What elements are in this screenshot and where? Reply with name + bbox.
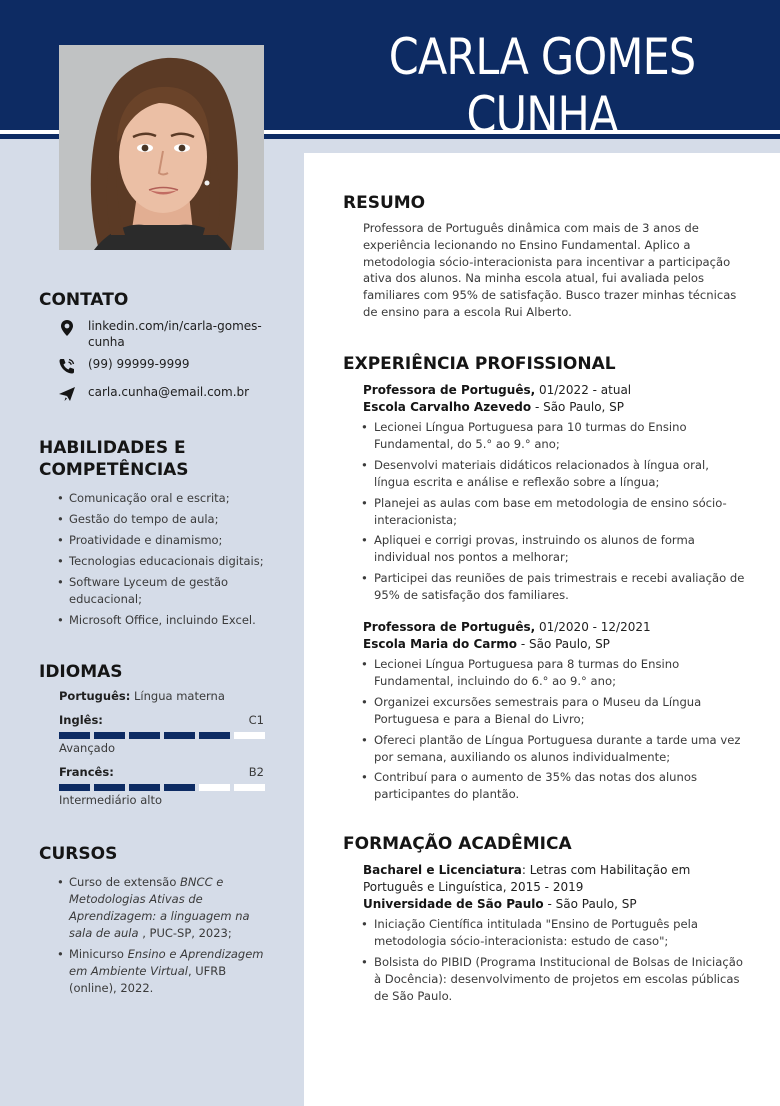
summary-heading: RESUMO <box>343 193 426 213</box>
summary-text: Professora de Português dinâmica com mais de 3 anos de experiência lecionando no Ensino Fundamental. Aplico a metodologia sócio-interacionista para incentivar a participação ativa dos alunos. Na minha escola atual, fui avaliada pelos familiares com 95% de satisfação. Busco trazer minhas técnicas de ensino para a escola Rui Alberto. <box>363 221 737 319</box>
list-item: • Planejei as aulas com base em metodologia de ensino sócio-interacionista; <box>361 495 746 529</box>
list-item: • Microsoft Office, incluindo Excel. <box>57 612 272 629</box>
list-item: • Organizei excursões semestrais para o Museu da Língua Portuguesa e para a Bienal do Livro; <box>361 694 746 728</box>
job-school-line <box>363 399 624 416</box>
list-item: • Tecnologias educacionais digitais; <box>57 553 272 570</box>
course-title: BNCC e Metodologias Ativas de Aprendizagem: a linguagem na sala de aula <box>69 875 250 940</box>
french-level-bar <box>59 784 265 791</box>
list-item: • Comunicação oral e escrita; <box>57 490 272 507</box>
job-location: - São Paulo, SP <box>517 637 610 651</box>
job-school: Escola Carvalho Azevedo <box>363 400 532 414</box>
candidate-name: CARLA GOMES CUNHA <box>388 28 696 144</box>
list-item: • Bolsista do PIBID (Programa Institucional de Bolsas de Iniciação à Docência): desenvolvimento de projetos em escolas públicas de São Paulo. <box>361 954 746 1005</box>
level-segment-filled <box>164 784 195 791</box>
contact-linkedin <box>58 318 268 350</box>
education-heading: FORMAÇÃO ACADÊMICA <box>343 834 572 854</box>
course-title: Ensino e Aprendizagem em Ambiente Virtual <box>69 947 264 978</box>
job-location: - São Paulo, SP <box>531 400 625 414</box>
list-item <box>57 946 267 997</box>
level-segment-filled <box>59 784 90 791</box>
language-description: Avançado <box>59 741 116 755</box>
job-school-line <box>363 636 610 653</box>
list-item: • Desenvolvi materiais didáticos relacionados à língua oral, língua escrita e análise e reflexão sobre a língua; <box>361 457 746 491</box>
job-bullets <box>361 656 746 807</box>
contact-heading: CONTATO <box>39 290 129 310</box>
level-segment-empty <box>234 784 265 791</box>
education-degree: Bacharel e Licenciatura <box>363 863 522 877</box>
list-item: • Apliquei e corrigi provas, instruindo os alunos de forma individual nos pontos a melhorar; <box>361 532 746 566</box>
level-segment-filled <box>59 732 90 739</box>
list-item: • Participei das reuniões de pais trimestrais e recebi avaliação de 95% de satisfação dos familiares. <box>361 570 746 604</box>
list-item: • Iniciação Científica intitulada "Ensino de Português pela metodologia sócio-interacionista: estudo de caso"; <box>361 916 746 950</box>
english-level-bar <box>59 732 265 739</box>
profile-photo <box>59 45 264 250</box>
skills-heading: HABILIDADES E COMPETÊNCIAS <box>39 438 189 480</box>
education-bullets <box>361 916 746 1009</box>
courses-heading: CURSOS <box>39 844 118 864</box>
email-link[interactable]: carla.cunha@email.com.br <box>88 385 250 399</box>
native-language-value: Língua materna <box>134 689 225 703</box>
course-prefix: Curso de extensão <box>69 875 181 889</box>
level-segment-filled <box>94 732 125 739</box>
level-segment-filled <box>129 784 160 791</box>
level-segment-filled <box>129 732 160 739</box>
language-description: Intermediário alto <box>59 793 163 807</box>
linkedin-link[interactable]: linkedin.com/in/carla-gomes-cunha <box>88 319 262 349</box>
contact-email <box>58 384 268 403</box>
education-location: - São Paulo, SP <box>543 897 637 911</box>
experience-heading: EXPERIÊNCIA PROFISSIONAL <box>343 354 616 374</box>
language-english <box>59 713 264 727</box>
language-level: C1 <box>248 713 264 727</box>
job-title-line <box>363 619 651 636</box>
education-school-line <box>363 896 637 913</box>
education-school: Universidade de São Paulo <box>363 897 544 911</box>
course-suffix: , UFRB (online), 2022. <box>69 964 227 995</box>
location-pin-icon <box>58 319 76 337</box>
job-dates: 01/2022 - atual <box>535 383 632 397</box>
paper-plane-icon <box>58 385 76 403</box>
job-bullets <box>361 419 746 608</box>
job-title: Professora de Português, <box>363 383 536 397</box>
language-name: Francês: <box>59 765 114 779</box>
phone-number: (99) 99999-9999 <box>88 357 190 371</box>
languages-heading: IDIOMAS <box>39 662 123 682</box>
course-prefix: Minicurso <box>69 947 128 961</box>
job-title: Professora de Português, <box>363 620 536 634</box>
list-item: • Software Lyceum de gestão educacional; <box>57 574 272 608</box>
language-level: B2 <box>248 765 264 779</box>
list-item: • Lecionei Língua Portuguesa para 8 turmas do Ensino Fundamental, incluindo do 6.° ao 9.° ano; <box>361 656 746 690</box>
education-course: : Letras com Habilitação em Português e Linguística, 2015 - 2019 <box>363 863 691 894</box>
list-item: • Proatividade e dinamismo; <box>57 532 272 549</box>
level-segment-filled <box>199 732 230 739</box>
job-school: Escola Maria do Carmo <box>363 637 518 651</box>
list-item: • Lecionei Língua Portuguesa para 10 turmas do Ensino Fundamental, do 5.° ao 9.° ano; <box>361 419 746 453</box>
list-item: • Contribuí para o aumento de 35% das notas dos alunos participantes do plantão. <box>361 769 746 803</box>
level-segment-empty <box>234 732 265 739</box>
level-segment-filled <box>94 784 125 791</box>
courses-list <box>57 874 267 1001</box>
language-name: Inglês: <box>59 713 103 727</box>
level-segment-empty <box>199 784 230 791</box>
level-segment-filled <box>164 732 195 739</box>
phone-icon <box>58 357 76 375</box>
education-degree-line <box>363 862 723 896</box>
language-french <box>59 765 264 779</box>
native-language <box>59 689 225 703</box>
job-title-line <box>363 382 631 399</box>
course-suffix: , PUC-SP, 2023; <box>138 926 232 940</box>
contact-phone <box>58 356 268 375</box>
job-dates: 01/2020 - 12/2021 <box>535 620 651 634</box>
list-item: • Ofereci plantão de Língua Portuguesa durante a tarde uma vez por semana, auxiliando os alunos individualmente; <box>361 732 746 766</box>
native-language-label: Português: <box>59 689 131 703</box>
list-item <box>57 874 267 942</box>
list-item: • Gestão do tempo de aula; <box>57 511 272 528</box>
skills-list <box>57 490 272 633</box>
